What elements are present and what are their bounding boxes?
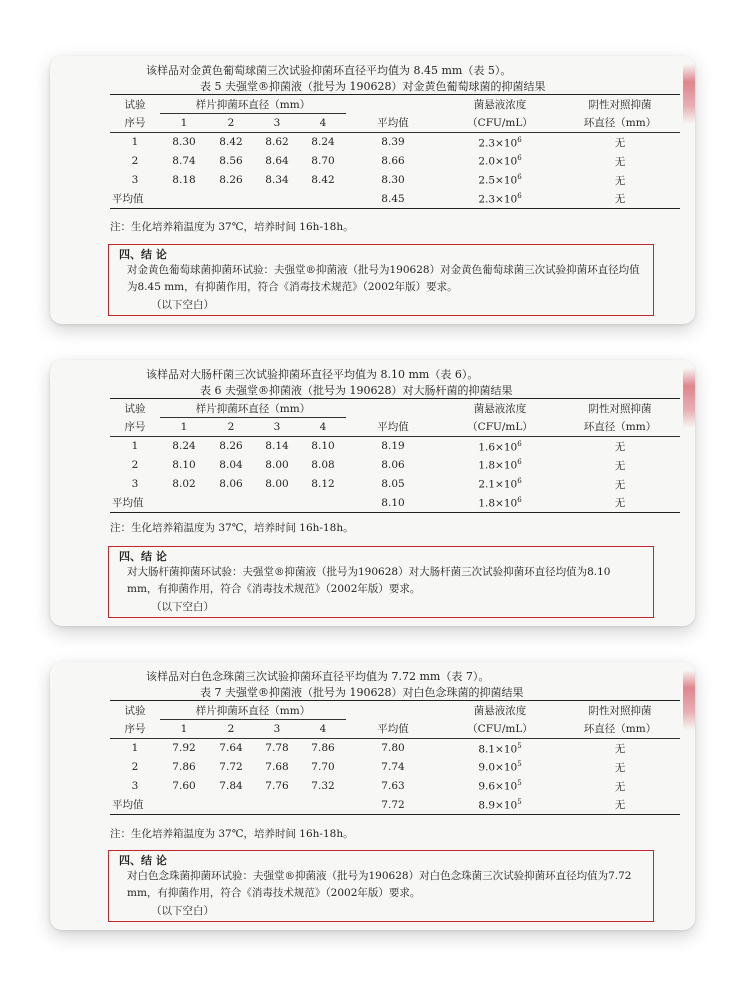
results-table: [110, 398, 680, 513]
red-stamp-edge: [683, 64, 695, 124]
table-row: 1 7.92 7.64 7.78 7.86 7.80 $8.1\times 10^5$ 无: [131, 741, 626, 755]
header-col: 1: [160, 418, 208, 437]
average-row: 平均值 7.72 $8.9\times 10^5$ 无: [110, 796, 680, 815]
table-note: 注：生化培养箱温度为 37℃，培养时间 16h-18h。: [110, 221, 354, 233]
table-row: 3 8.02 8.06 8.00 8.12 8.05 $2.1\times 10^6$ 无: [131, 477, 626, 491]
intro-text: 该样品对金黄色葡萄球菌三次试验抑菌环直径平均值为 8.45 mm（表 5）。: [146, 64, 512, 77]
conclusion-end: （以下空白）: [151, 601, 214, 613]
header-col: 4: [300, 720, 346, 739]
header-sample-group: 样片抑菌环直径（mm）: [160, 701, 346, 720]
header-trial: 试验: [110, 95, 160, 114]
conclusion-end: （以下空白）: [151, 299, 214, 311]
average-row: 平均值 8.45 $2.3\times 10^6$ 无: [110, 190, 680, 209]
table-note: 注：生化培养箱温度为 37℃，培养时间 16h-18h。: [110, 522, 354, 534]
table-caption: 表 6 夫强堂®抑菌液（批号为 190628）对大肠杆菌的抑菌结果: [200, 384, 513, 397]
report-card-candida: [50, 662, 695, 930]
header-col: 3: [254, 418, 300, 437]
table-note: 注：生化培养箱温度为 37℃，培养时间 16h-18h。: [110, 828, 354, 840]
conclusion-body: 对白色念珠菌抑菌环试验：夫强堂®抑菌液（批号为190628）对白色念珠菌三次试验抑菌环直径均值为7.72 mm，有抑菌作用，符合《消毒技术规范》（2002年版）要求。: [127, 870, 632, 899]
header-trial: 试验: [110, 399, 160, 418]
header-concentration: 菌悬液浓度: [440, 399, 560, 418]
conclusion-heading: 四、结 论: [119, 248, 167, 261]
table-row: 2 7.86 7.72 7.68 7.70 7.74 $9.0\times 10^5$ 无: [131, 760, 626, 774]
header-col: 2: [208, 114, 254, 133]
header-trial: 试验: [110, 701, 160, 720]
header-trial-no: 序号: [110, 720, 160, 739]
conclusion-end: （以下空白）: [151, 905, 214, 917]
header-col: 2: [208, 720, 254, 739]
conclusion-heading: 四、结 论: [119, 550, 167, 563]
header-trial-no: 序号: [110, 114, 160, 133]
table-row: 1 8.30 8.42 8.62 8.24 8.39 $2.3\times 10^6$ 无: [131, 135, 626, 149]
intro-text: 该样品对白色念珠菌三次试验抑菌环直径平均值为 7.72 mm（表 7）。: [146, 670, 490, 683]
table-row: 3 7.60 7.84 7.76 7.32 7.63 $9.6\times 10^5$ 无: [131, 779, 626, 793]
average-row: 平均值 8.10 $1.8\times 10^6$ 无: [110, 494, 680, 513]
header-negative-control: 阴性对照抑菌: [560, 399, 680, 418]
table-row: 3 8.18 8.26 8.34 8.42 8.30 $2.5\times 10^6$ 无: [131, 173, 626, 187]
header-negative-control: 阴性对照抑菌: [560, 701, 680, 720]
header-average: 平均值: [346, 720, 440, 739]
header-col: 3: [254, 114, 300, 133]
header-concentration-unit: （CFU/mL）: [440, 418, 560, 437]
conclusion-box: [108, 850, 654, 922]
results-table: [110, 700, 680, 815]
header-col: 2: [208, 418, 254, 437]
header-col: 3: [254, 720, 300, 739]
header-col: 1: [160, 114, 208, 133]
header-concentration: 菌悬液浓度: [440, 95, 560, 114]
header-negative-control: 阴性对照抑菌: [560, 95, 680, 114]
report-card-staphylococcus: [50, 56, 695, 324]
intro-text: 该样品对大肠杆菌三次试验抑菌环直径平均值为 8.10 mm（表 6）。: [146, 368, 479, 381]
red-stamp-edge: [683, 670, 695, 730]
header-sample-group: 样片抑菌环直径（mm）: [160, 95, 346, 114]
header-concentration: 菌悬液浓度: [440, 701, 560, 720]
red-stamp-edge: [683, 368, 695, 428]
conclusion-body: 对金黄色葡萄球菌抑菌环试验：夫强堂®抑菌液（批号为190628）对金黄色葡萄球菌三次试验抑菌环直径均值为8.45 mm，有抑菌作用，符合《消毒技术规范》（2002年版）要求。: [127, 264, 640, 293]
table-caption: 表 5 夫强堂®抑菌液（批号为 190628）对金黄色葡萄球菌的抑菌结果: [200, 80, 546, 93]
header-average: 平均值: [346, 114, 440, 133]
header-sample-group: 样片抑菌环直径（mm）: [160, 399, 346, 418]
header-col: 1: [160, 720, 208, 739]
conclusion-heading: 四、结 论: [119, 854, 167, 867]
header-trial-no: 序号: [110, 418, 160, 437]
header-average: 平均值: [346, 418, 440, 437]
header-col: 4: [300, 114, 346, 133]
header-col: 4: [300, 418, 346, 437]
conclusion-box: [108, 546, 654, 618]
header-negative-control-unit: 环直径（mm）: [560, 720, 680, 739]
header-negative-control-unit: 环直径（mm）: [560, 114, 680, 133]
table-row: 1 8.24 8.26 8.14 8.10 8.19 $1.6\times 10^6$ 无: [131, 439, 626, 453]
table-caption: 表 7 夫强堂®抑菌液（批号为 190628）对白色念珠菌的抑菌结果: [200, 686, 524, 699]
conclusion-box: [108, 244, 654, 316]
table-row: 2 8.10 8.04 8.00 8.08 8.06 $1.8\times 10^6$ 无: [131, 458, 626, 472]
report-card-ecoli: [50, 360, 695, 626]
conclusion-body: 对大肠杆菌抑菌环试验：夫强堂®抑菌液（批号为190628）对大肠杆菌三次试验抑菌环直径均值为8.10 mm，有抑菌作用，符合《消毒技术规范》（2002年版）要求。: [127, 566, 611, 595]
header-concentration-unit: （CFU/mL）: [440, 114, 560, 133]
header-concentration-unit: （CFU/mL）: [440, 720, 560, 739]
results-table: [110, 94, 680, 209]
table-row: 2 8.74 8.56 8.64 8.70 8.66 $2.0\times 10^6$ 无: [131, 154, 626, 168]
header-negative-control-unit: 环直径（mm）: [560, 418, 680, 437]
